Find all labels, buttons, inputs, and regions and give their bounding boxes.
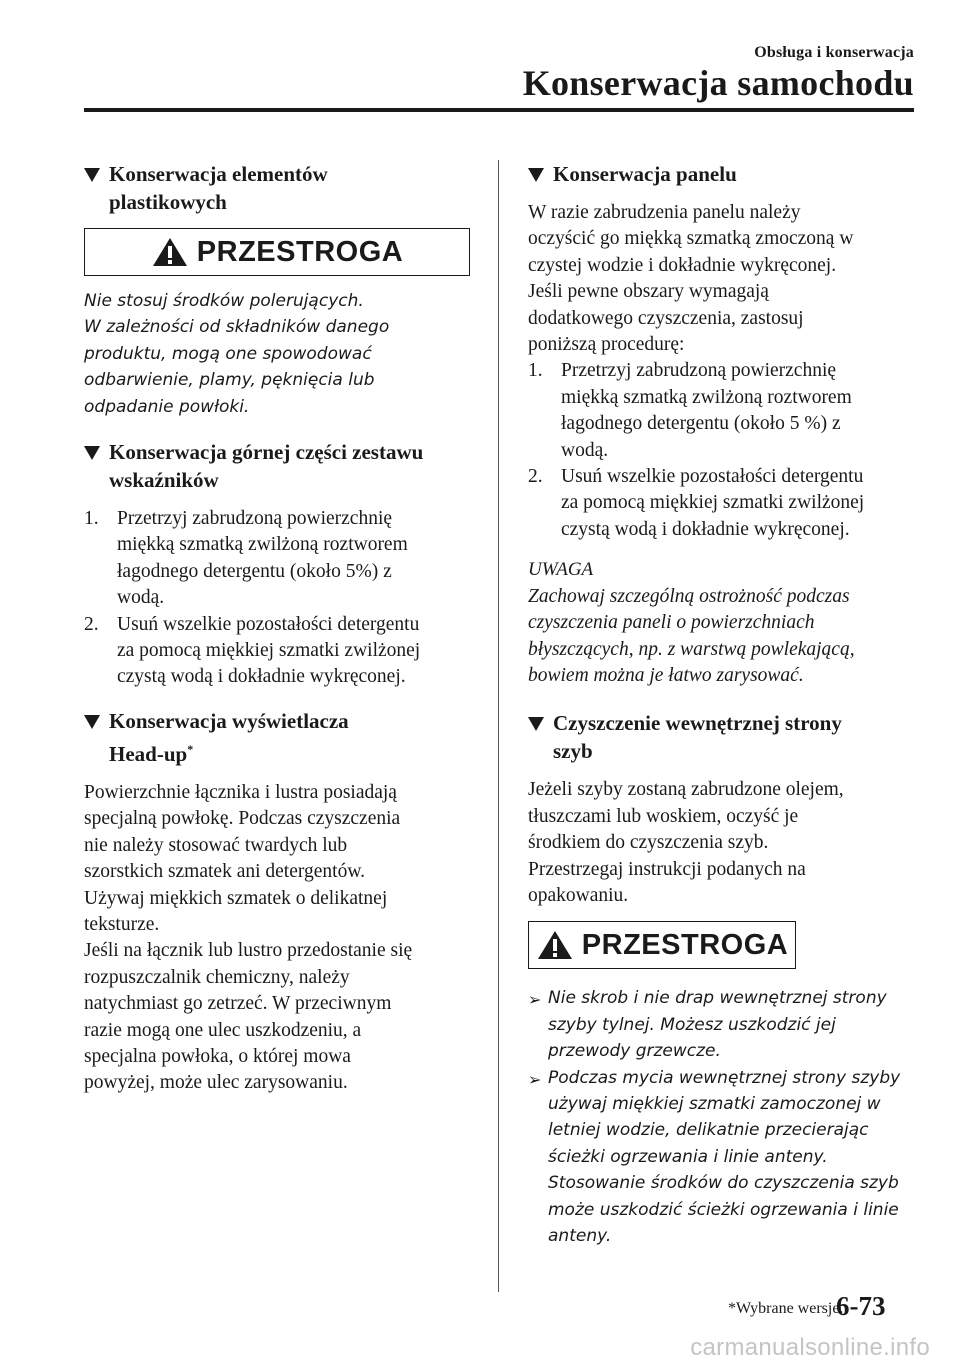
text-line: czystą wodą i dokładnie wykręconej.	[561, 518, 850, 540]
text-line: łagodnego detergentu (około 5 %) z	[561, 413, 841, 435]
page-title: Konserwacja samochodu	[522, 63, 914, 103]
heading-plastic-parts	[84, 160, 470, 216]
text-line: W razie zabrudzenia panelu należy	[528, 202, 801, 223]
text-line: szyby tylnej. Możesz uszkodzić jej	[548, 1014, 836, 1035]
heading-head-up-display	[84, 707, 470, 768]
caution-label: PRZESTROGA	[196, 235, 404, 268]
text-line: ścieżki ogrzewania i linie anteny.	[548, 1146, 828, 1167]
triangle-marker-icon	[84, 715, 100, 729]
section-label: Obsługa i konserwacja	[754, 44, 914, 61]
list-item	[84, 612, 470, 691]
text-line: rozpuszczalnik chemiczny, należy	[84, 966, 350, 988]
text-line: miękką szmatką zwilżoną roztworem	[561, 386, 852, 408]
page-number: 6-73	[836, 1291, 886, 1321]
watermark: carmanualsonline.info	[690, 1334, 930, 1361]
list-item	[528, 358, 918, 464]
text-line: W zależności od składników danego	[84, 317, 390, 338]
heading-line: Konserwacja wyświetlacza	[109, 708, 349, 733]
triangle-marker-icon	[84, 446, 100, 460]
text-line: specjalna powłoka, o której mowa	[84, 1045, 351, 1067]
text-line: odpadanie powłoki.	[84, 396, 250, 417]
text-line: Zachowaj szczególną ostrożność podczas	[528, 585, 850, 607]
text-line: nie należy stosować twardych lub	[84, 834, 348, 856]
text-line: błyszczących, np. z warstwą powlekającą,	[528, 638, 855, 660]
heading-line	[109, 735, 470, 768]
text-line: wodą.	[561, 439, 609, 461]
text-line: bowiem można je łatwo zarysować.	[528, 664, 804, 686]
steps-list	[84, 506, 470, 691]
text-line: anteny.	[548, 1226, 612, 1246]
list-item	[84, 506, 470, 612]
text-line: czystą wodą i dokładnie wykręconej.	[117, 666, 406, 688]
text-line: letniej wodzie, delikatnie przecierając	[548, 1120, 869, 1141]
text-line: Powierzchnie łącznika i lustra posiadają	[84, 781, 397, 803]
text-line: Usuń wszelkie pozostałości detergentu	[117, 613, 420, 635]
text-line: może uszkodzić ścieżki ogrzewania i linie	[548, 1199, 899, 1220]
text-line: czyszczenia paneli o powierzchniach	[528, 612, 815, 634]
heading-window-cleaning	[528, 709, 918, 765]
paragraph-hud	[84, 780, 470, 1097]
text-line: produktu, mogą one spowodować	[84, 343, 372, 364]
paragraph-window-cleaning	[528, 777, 918, 909]
text-line: wodą.	[117, 587, 165, 609]
text-line: Jeśli na łącznik lub lustro przedostanie się	[84, 940, 413, 962]
list-item	[528, 1065, 918, 1250]
header-rule	[84, 108, 914, 112]
text-line: Usuń wszelkie pozostałości detergentu	[561, 466, 864, 488]
text-line: miękką szmatką zwilżoną roztworem	[117, 534, 408, 556]
step-number: 1.	[528, 360, 543, 382]
text-line: odbarwienie, plamy, pęknięcia lub	[84, 370, 375, 391]
caution-label: PRZESTROGA	[581, 928, 789, 961]
warning-triangle-icon	[151, 236, 189, 268]
text-line: dodatkowego czyszczenia, zastosuj	[528, 307, 804, 329]
caution-bullets	[528, 985, 918, 1249]
arrow-bullet-icon: ➢	[528, 990, 542, 1010]
text-line: czystej wodzie i dokładnie wykręconej.	[528, 254, 837, 276]
text-line: Przestrzegaj instrukcji podanych na	[528, 858, 806, 880]
text-line: Jeżeli szyby zostaną zabrudzone olejem,	[528, 779, 844, 801]
triangle-marker-icon	[528, 168, 544, 182]
list-item	[528, 985, 918, 1064]
text-line: szorstkich szmatek ani detergentów.	[84, 861, 366, 883]
step-number: 2.	[84, 613, 99, 635]
caution-box	[528, 921, 796, 969]
text-line: łagodnego detergentu (około 5%) z	[117, 560, 392, 582]
text-line: razie mogą one ulec uszkodzeniu, a	[84, 1019, 362, 1041]
column-divider	[498, 160, 499, 1292]
step-number: 1.	[84, 508, 99, 530]
heading-line: plastikowych	[109, 190, 227, 214]
caution-box	[84, 228, 470, 276]
note-title: UWAGA	[528, 559, 594, 581]
heading-panel-care	[528, 160, 918, 188]
text-line: opakowaniu.	[528, 884, 629, 906]
text-line: specjalną powłokę. Podczas czyszczenia	[84, 808, 401, 830]
warning-triangle-icon	[536, 929, 574, 961]
text-line: Przetrzyj zabrudzoną powierzchnię	[117, 508, 393, 530]
text-line: przewody grzewcze.	[548, 1041, 721, 1062]
heading-instrument-cluster	[84, 438, 470, 494]
heading-line: szyb	[553, 739, 593, 764]
triangle-marker-icon	[528, 717, 544, 731]
heading-line: Konserwacja elementów	[109, 162, 328, 186]
text-line: Nie stosuj środków polerujących.	[84, 291, 364, 311]
heading-line: Czyszczenie wewnętrznej strony	[553, 711, 842, 736]
text-line: środkiem do czyszczenia szyb.	[528, 832, 769, 854]
caution-text	[84, 288, 470, 420]
text-line: używaj miękkiej szmatki zamoczonej w	[548, 1093, 881, 1114]
heading-text: Head-up	[109, 741, 188, 766]
text-line: teksturze.	[84, 913, 160, 935]
text-line: oczyścić go miękką szmatką zmoczoną w	[528, 228, 854, 250]
triangle-marker-icon	[84, 168, 100, 182]
text-line: natychmiast go zetrzeć. W przeciwnym	[84, 993, 392, 1015]
arrow-bullet-icon: ➢	[528, 1069, 542, 1089]
paragraph-panel-intro	[528, 200, 918, 358]
text-line: za pomocą miękkiej szmatki zwilżonej	[117, 640, 421, 662]
footnote: *Wybrane wersje.	[728, 1300, 844, 1317]
text-line: Przetrzyj zabrudzoną powierzchnię	[561, 360, 837, 382]
text-line: za pomocą miękkiej szmatki zwilżonej	[561, 492, 865, 514]
heading-line: Konserwacja panelu	[553, 162, 737, 186]
steps-list	[528, 358, 918, 543]
text-line: Nie skrob i nie drap wewnętrznej strony	[548, 988, 887, 1009]
right-column	[528, 160, 918, 1249]
text-line: tłuszczami lub woskiem, oczyść je	[528, 805, 799, 827]
text-line: Używaj miękkich szmatek o delikatnej	[84, 887, 388, 909]
text-line: Jeśli pewne obszary wymagają	[528, 281, 769, 303]
left-column	[84, 160, 470, 1109]
note-text	[528, 584, 918, 690]
text-line: Podczas mycia wewnętrznej strony szyby	[548, 1067, 901, 1088]
optional-equipment-mark: *	[187, 741, 194, 756]
text-line: powyżej, może ulec zarysowaniu.	[84, 1072, 348, 1094]
list-item	[528, 464, 918, 543]
heading-line: wskaźników	[109, 468, 219, 493]
heading-line: Konserwacja górnej części zestawu	[109, 440, 424, 465]
step-number: 2.	[528, 466, 543, 488]
text-line: poniższą procedurę:	[528, 334, 685, 356]
text-line: Stosowanie środków do czyszczenia szyb	[548, 1173, 899, 1194]
